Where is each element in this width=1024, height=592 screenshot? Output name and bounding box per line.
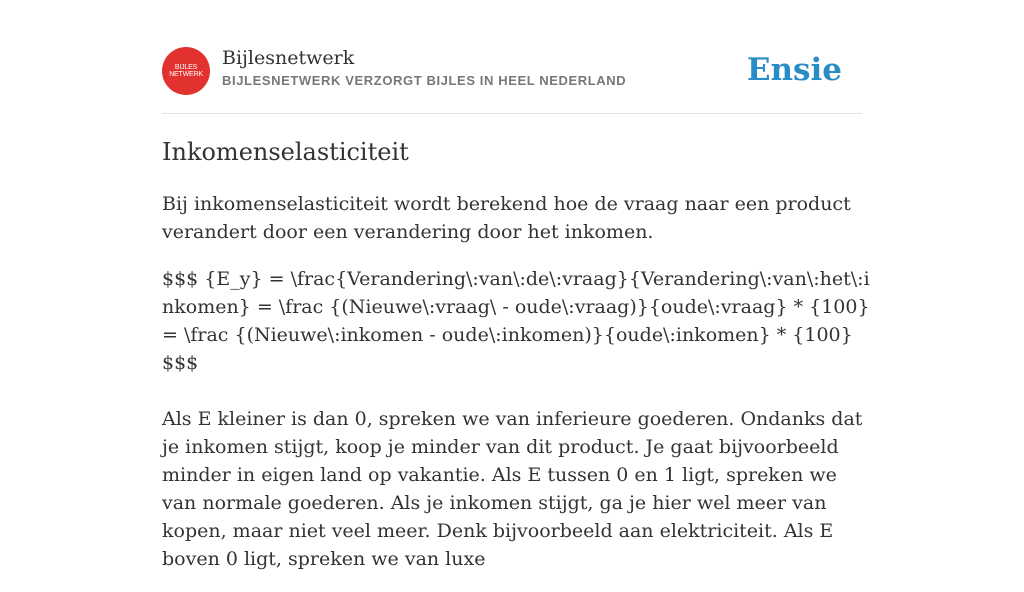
brand-name-link[interactable]: Bijlesnetwerk bbox=[222, 47, 355, 69]
site-header bbox=[162, 46, 862, 96]
header-divider bbox=[162, 113, 862, 114]
logo-text-line2: NETWERK bbox=[169, 71, 203, 78]
page bbox=[162, 0, 870, 570]
bijlesnetwerk-logo[interactable] bbox=[162, 47, 210, 95]
article-title: Inkomenselasticiteit bbox=[162, 138, 409, 166]
logo-text-line1: BIJLES bbox=[174, 64, 198, 71]
brand-block bbox=[222, 46, 626, 89]
brand-tagline: BIJLESNETWERK VERZORGT BIJLES IN HEEL NEDERLAND bbox=[222, 73, 627, 88]
explanation-paragraph: Als E kleiner is dan 0, spreken we van inferieure goederen. Ondanks dat je inkomen stijgt, koop je minder van dit product. Je gaat bijvoorbeeld minder in eigen land op vakantie. Als E tussen 0 en 1 ligt, spreken we van normale goederen. Als je inkomen stijgt, ga je hier wel meer van kopen, maar niet veel meer. Denk bijvoorbeeld aan elektriciteit. Als E boven 0 ligt, spreken we van luxe bbox=[162, 408, 863, 570]
intro-paragraph: Bij inkomenselasticiteit wordt berekend hoe de vraag naar een product verandert door een verandering door het inkomen. bbox=[162, 193, 851, 243]
article-body bbox=[162, 190, 872, 592]
ensie-logo-link[interactable]: Ensie bbox=[746, 52, 842, 88]
formula-paragraph: $$$ {E_y} = \frac{Verandering\:van\:de\:vraag}{Verandering\:van\:het\:inkomen} = \frac {(Nieuwe\:vraag\ - oude\:vraag)}{oude\:vraag} * {100} = \frac {(Nieuwe\:inkomen - oude\:inkomen)}{oude\:inkomen} * {100}$$$ bbox=[162, 268, 870, 374]
